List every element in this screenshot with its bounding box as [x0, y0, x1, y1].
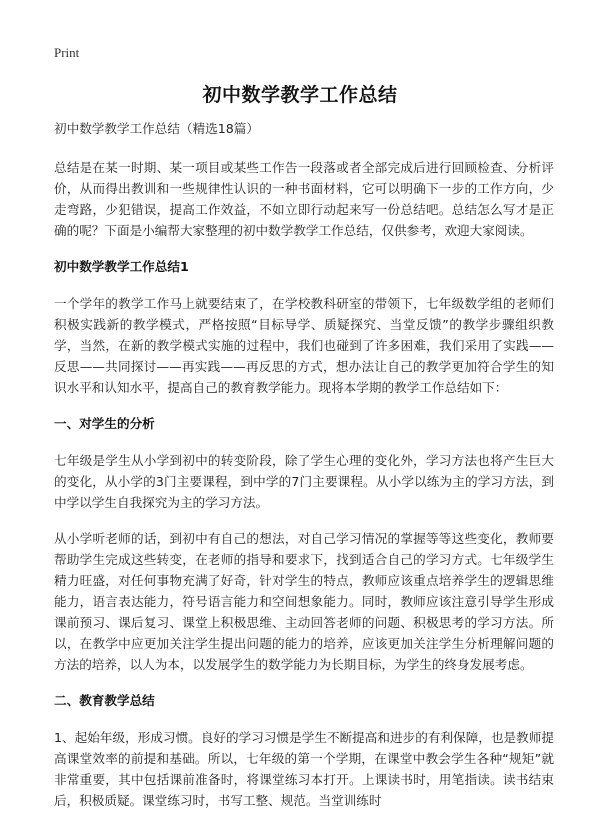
document-subtitle: 初中数学教学工作总结（精选18篇） [54, 121, 259, 136]
intro-paragraph: 总结是在某一时期、某一项目或某些工作告一段落或者全部完成后进行回顾检查、分析评价，从而得出教训和一些规律性认识的一种书面材料，它可以明确下一步的工作方向，少走弯路，少犯错误，提高工作效益，不如立即行动起来写一份总结吧。总结怎么写才是正确的呢？下面是小编帮大家整理的初中数学教学工作总结，仅供参考，欢迎大家阅读。 [54, 160, 554, 238]
student-analysis-paragraph-1: 七年级是学生从小学到初中的转变阶段，除了学生心理的变化外，学习方法也将产生巨大的变化，从小学的3门主要课程，到中学的7门主要课程。从小学以练为主的学习方法，到中学以学生自我探究为主的学习方法。 [54, 453, 554, 510]
student-analysis-paragraph-2: 从小学听老师的话，到初中有自己的想法，对自己学习情况的掌握等等这些变化，教师要帮助学生完成这些转变，在老师的指导和要求下，找到适合自己的学习方式。七年级学生精力旺盛，对任何事物充满了好奇，针对学生的特点，教师应该重点培养学生的逻辑思维能力，语言表达能力，符号语言能力和空间想象能力。同时，教师应该注意引导学生形成课前预习、课后复习、课堂上积极思维、主动回答老师的问题、积极思考的学习方法。所以，在教学中应更加关注学生提出问题的能力的培养，应该更加关注学生分析理解问题的方法的培养，以人为本，以发展学生的数学能力为长期目标，为学生的终身发展考虑。 [54, 531, 554, 672]
document-body [54, 118, 554, 826]
section-heading: 初中数学教学工作总结1 [54, 259, 189, 274]
document-title: 初中数学教学工作总结 [202, 84, 398, 106]
part-heading-teaching-summary: 二、教育教学总结 [54, 693, 155, 708]
section-paragraph: 一个学年的教学工作马上就要结束了，在学校教科研室的带领下，七年级数学组的老师们积极实践新的教学模式，严格按照“目标导学、质疑探究、当堂反馈”的教学步骤组织教学，当然，在新的教学模式实施的过程中，我们也碰到了许多困难，我们采用了实践——反思——共同探讨——再实践——再反思的方式，想办法让自己的教学更加符合学生的知识水平和认知水平，提高自己的教育教学能力。现将本学期的教学工作总结如下： [54, 296, 554, 395]
part-heading-student-analysis: 一、对学生的分析 [54, 416, 155, 431]
teaching-summary-paragraph-1: 1、起始年级，形成习惯。良好的学习习惯是学生不断提高和进步的有利保障，也是教师提高课堂效率的前提和基础。所以，七年级的第一个学期，在课堂中教会学生各种“规矩”就非常重要，其中包括课前准备时，将课堂练习本打开。上课读书时，用笔指读。读书结束后，积极质疑。课堂练习时，书写工整、规范。当堂训练时 [54, 730, 554, 808]
print-label: Print [54, 45, 80, 60]
